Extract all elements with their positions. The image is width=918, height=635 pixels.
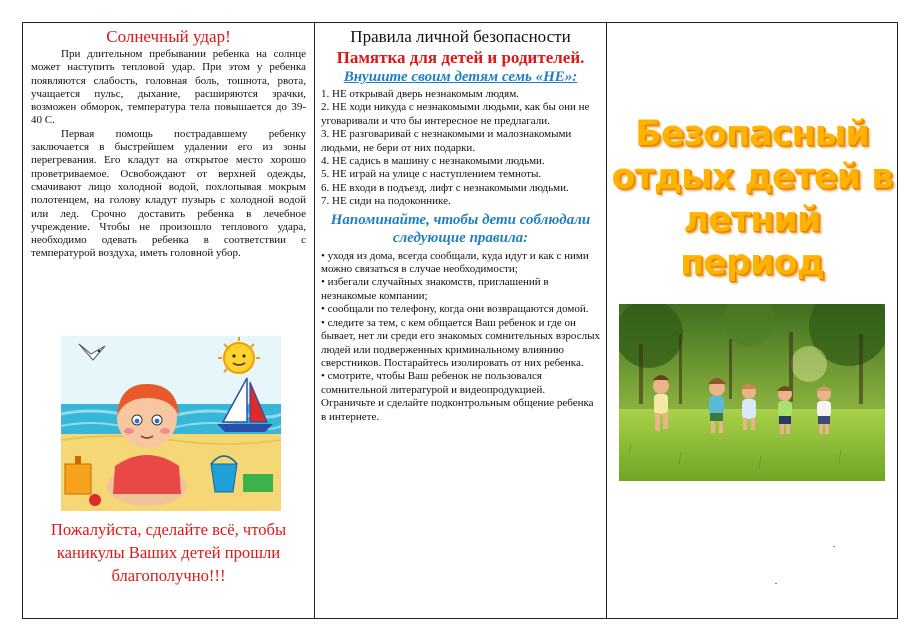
right-column xyxy=(607,23,897,618)
sunstroke-paragraph-2: Первая помощь пострадавшему ребенку заключается в быстрейшем удалении его из зоны перегревания. Его кладут на открытое место хорошо проветриваемое. Освобождают от верхней одежды, смачивают лицо холодной водой, похлопывая мокрым полотенцем, на голову кладут пузырь с холодной водой или лед. Срочно доставить ребенка в лечебное учреждение. Чтобы не произошло теплового удара, необходимо одевать ребенка в соответствии с температурой воздуха, иметь головной убор. xyxy=(31,127,306,260)
seven-not-heading: Внушите своим детям семь «НЕ»: xyxy=(343,69,578,85)
reminder-heading: Напоминайте, чтобы дети соблюдали следующие правила: xyxy=(330,211,591,246)
list-item: • следите за тем, с кем общается Ваш ребенок и где он бывает, нет ли среди его знакомых сомнительных взрослых людей или подверженных криминальному влиянию сверстников. Постарайтесь изолировать от них ребенка. xyxy=(321,316,600,369)
memo-heading: Памятка для детей и родителей. xyxy=(336,48,585,67)
children-photo-svg xyxy=(619,304,885,481)
list-item: • избегали случайных знакомств, приглашений в незнакомые компании; xyxy=(321,276,549,302)
seven-not-list xyxy=(321,88,600,209)
list-item: 5. НЕ играй на улице с наступлением темноты. xyxy=(321,168,542,181)
list-item: 4. НЕ садись в машину с незнакомыми людьми. xyxy=(321,155,545,168)
list-item: • смотрите, чтобы Ваш ребенок не пользовался сомнительной литературой и видеопродукцией. Ограничьте и сделайте подконтрольным общение ребенка в интернете. xyxy=(321,370,594,423)
left-column xyxy=(23,23,315,618)
children-running-photo xyxy=(619,304,885,481)
list-item: • уходя из дома, всегда сообщали, куда идут и как с ними можно связаться в случае необходимости; xyxy=(321,249,589,276)
brochure-cover-title: Безопасный отдых детей в летний период xyxy=(611,114,893,283)
safety-rules-heading: Правила личной безопасности xyxy=(350,27,571,46)
beach-child-illustration xyxy=(61,336,281,511)
list-item: 3. НЕ разговаривай с незнакомыми и малознакомыми людьми, не бери от них подарки. xyxy=(321,128,572,154)
list-item: 1. НЕ открывай дверь незнакомым людям. xyxy=(321,88,519,100)
middle-column xyxy=(315,23,607,618)
advice-list xyxy=(321,250,600,424)
list-item: 7. НЕ сиди на подоконнике. xyxy=(321,195,451,208)
list-item: • сообщали по телефону, когда они возвращаются домой. xyxy=(321,303,589,316)
list-item: 6. НЕ входи в подъезд, лифт с незнакомыми людьми. xyxy=(321,181,569,194)
sunstroke-title: Солнечный удар! xyxy=(106,27,231,46)
holiday-wish-footer: Пожалуйста, сделайте всё, чтобы каникулы Ваших детей прошли благополучно!!! xyxy=(50,520,287,585)
brochure-sheet xyxy=(22,22,898,619)
sunstroke-paragraph-1: При длительном пребывании ребенка на солнце может наступить тепловой удар. При этом у ребенка появляются слабость, головная боль, тошнота, рвота, учащается пульс, дыхание, расширяются зрачки, возможен обморок, температура тела повышается до 39-40 С. xyxy=(31,48,306,127)
beach-illustration-svg xyxy=(61,336,281,511)
stray-mark xyxy=(775,583,777,584)
list-item: 2. НЕ ходи никуда с незнакомыми людьми, как бы они не уговаривали и что бы интересное не предлагали. xyxy=(321,101,590,127)
stray-mark xyxy=(833,546,835,547)
